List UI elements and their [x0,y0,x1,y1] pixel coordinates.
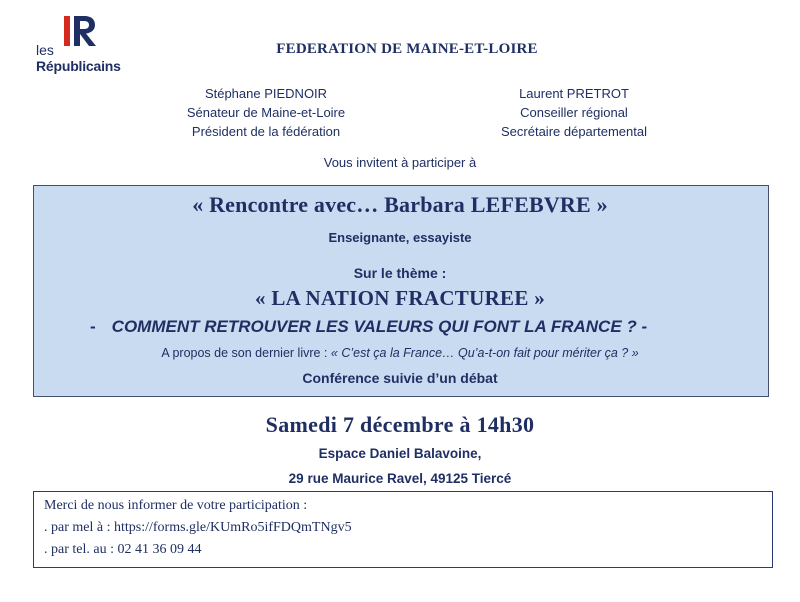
book-title: « C’est ça la France… Qu’a-t-on fait pour mériter ça ? » [330,346,639,360]
book-prefix: A propos de son dernier livre : [161,346,331,360]
host-block-piednoir [136,84,396,141]
invite-line: Vous invitent à participer à [323,155,477,170]
rsvp-intro: Merci de nous informer de votre participation : [44,498,308,513]
rsvp-phone: . par tel. au : 02 41 36 09 44 [44,542,202,557]
event-address: 29 rue Maurice Ravel, 49125 Tiercé [288,471,512,486]
logo-text-republicains: Républicains [36,58,121,74]
event-title: « Rencontre avec… Barbara LEFEBVRE » [192,192,608,217]
rsvp-box [33,491,773,568]
host-name: Stéphane PIEDNOIR [204,86,328,101]
question-text: COMMENT RETROUVER LES VALEURS QUI FONT LA FRANCE ? - [111,317,648,336]
host-role: Sénateur de Maine-et-Loire [186,105,346,120]
conference-note: Conférence suivie d’un débat [302,370,498,386]
host-role: Président de la fédération [191,124,341,139]
logo-text-les: les [36,42,54,58]
rsvp-email-link[interactable]: . par mel à : https://forms.gle/KUmRo5ifFDQmTNgv5 [44,520,352,535]
federation-title [0,41,800,58]
event-venue: Espace Daniel Balavoine, [318,446,482,461]
host-role: Secrétaire départemental [501,124,647,139]
theme-question [90,317,647,337]
theme-label: Sur le thème : [353,265,447,281]
host-block-pretrot [444,84,704,141]
federation-title-text: FEDERATION DE MAINE-ET-LOIRE [276,41,538,57]
event-date: Samedi 7 décembre à 14h30 [265,412,535,437]
speaker-subtitle: Enseignante, essayiste [328,230,472,245]
book-line [0,346,800,360]
theme-title: « LA NATION FRACTUREE » [254,286,546,310]
host-role: Conseiller régional [520,105,628,120]
question-dash: - [90,317,96,336]
host-name: Laurent PRETROT [519,86,629,101]
